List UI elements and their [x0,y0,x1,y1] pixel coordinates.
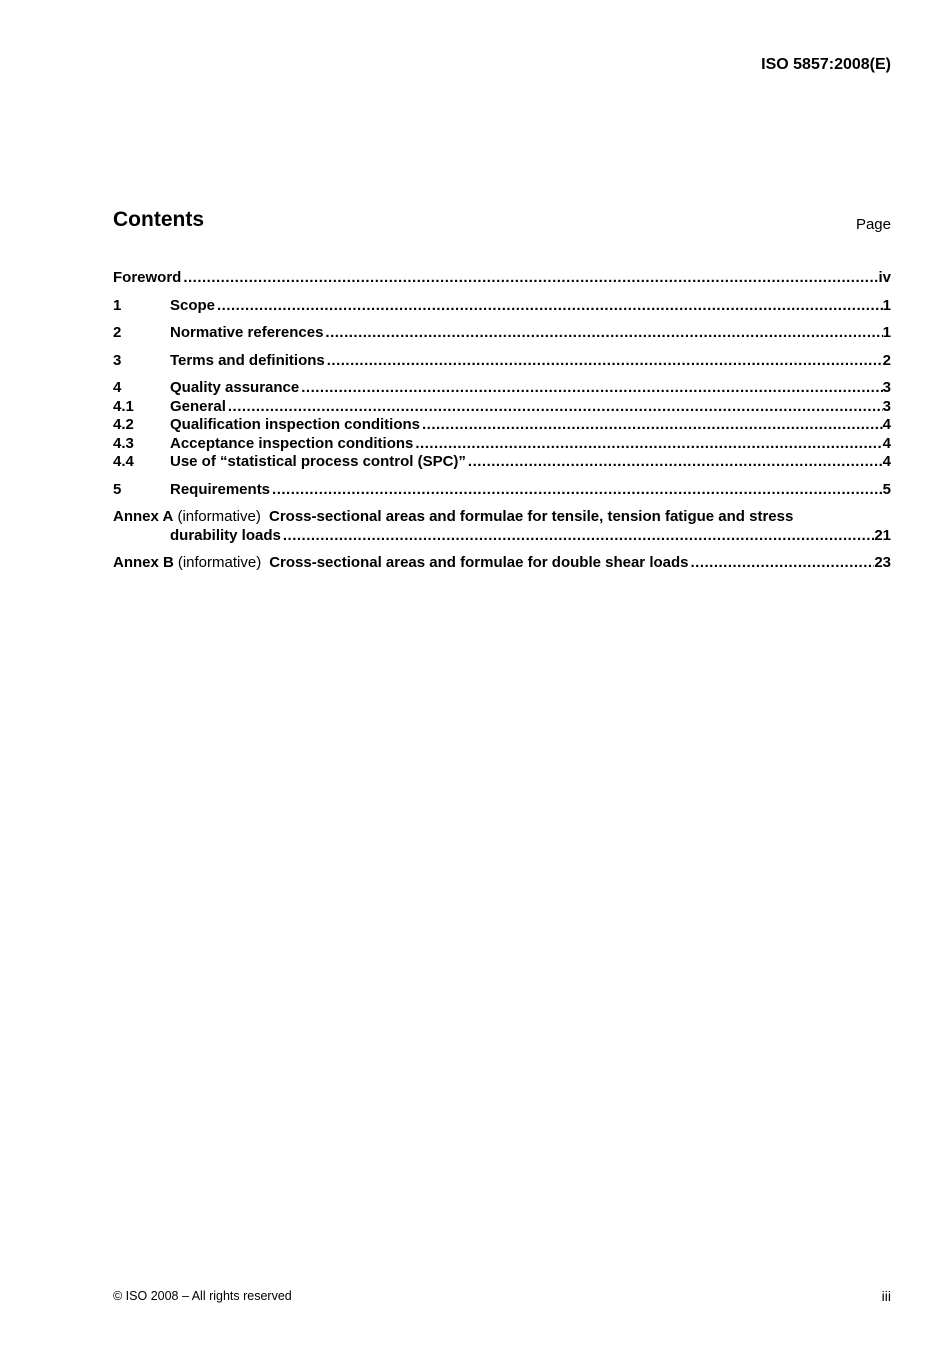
dot-leader [420,416,883,435]
toc-entry-4[interactable] [113,379,891,398]
dot-leader [299,379,882,398]
dot-leader [270,481,883,500]
toc-entry-4-2[interactable] [113,416,891,435]
annex-a-first-line [113,508,891,527]
toc-entry-1[interactable] [113,297,891,316]
toc-entry-page: 4 [882,453,891,470]
toc-entry-title: Qualification inspection conditions [170,416,421,433]
annex-title: Cross-sectional areas and formulae for tensile, tension fatigue and stress [269,508,794,525]
toc-entry-number: 3 [113,351,122,369]
contents-header [113,208,891,238]
toc-entry-page: 3 [882,397,891,415]
dot-leader [466,453,883,472]
annex-label: Annex B [113,554,174,571]
toc-entry-page: 23 [874,554,891,571]
toc-entry-2[interactable] [113,324,891,343]
toc-entry-page: 1 [882,296,891,314]
dot-leader [281,527,874,546]
toc-entry-4-3[interactable] [113,435,891,454]
footer-page-number: iii [881,1288,891,1304]
toc-entry-title: Scope [170,296,216,314]
table-of-contents [113,269,891,573]
dot-leader [215,297,883,316]
toc-entry-number: 5 [113,480,122,498]
toc-entry-number: 4.1 [113,397,134,415]
toc-entry-annex-a[interactable] [113,508,891,545]
toc-entry-page: 3 [882,379,891,396]
toc-entry-4-1[interactable] [113,398,891,417]
contents-title: Contents [113,208,204,231]
toc-entry-number: 4.4 [113,453,134,470]
annex-label: Annex A [113,508,174,525]
annex-type: (informative) [177,508,261,525]
toc-entry-annex-b[interactable] [113,554,891,573]
toc-entry-5[interactable] [113,481,891,500]
annex-type: (informative) [177,554,262,571]
toc-entry-number: 4 [113,379,122,396]
dot-leader [181,269,878,288]
toc-entry-page: 4 [882,434,891,452]
dot-leader [413,435,882,454]
toc-entry-page: 2 [882,351,891,369]
toc-entry-title: Use of “statistical process control (SPC)” [170,453,466,470]
toc-entry-title: Terms and definitions [170,351,325,369]
toc-entry-number: 4.2 [113,416,134,433]
dot-leader [689,554,875,573]
toc-entry-title: Normative references [170,324,324,341]
footer-copyright: © ISO 2008 – All rights reserved [113,1289,292,1303]
annex-title-continued: durability loads [170,526,281,544]
toc-entry-title: Quality assurance [170,379,300,396]
toc-entry-title: General [170,397,226,415]
annex-a-second-line [113,527,891,546]
toc-entry-number: 2 [113,324,122,341]
toc-entry-3[interactable] [113,352,891,371]
toc-entry-title: Acceptance inspection conditions [170,434,414,452]
toc-entry-number: 1 [113,296,122,314]
toc-entry-page: 1 [882,324,891,341]
toc-entry-number: 4.3 [113,434,134,452]
toc-entry-foreword[interactable] [113,269,891,288]
page-column-label: Page [855,216,891,233]
toc-entry-title: Requirements [170,480,271,498]
dot-leader [323,324,882,343]
toc-entry-page: 21 [874,526,891,544]
toc-entry-page: 4 [882,416,891,433]
dot-leader [325,352,883,371]
toc-entry-title: Foreword [113,269,182,286]
toc-entry-4-4[interactable] [113,453,891,472]
toc-entry-page: 5 [882,480,891,498]
dot-leader [226,398,883,417]
annex-title: Cross-sectional areas and formulae for double shear loads [269,554,689,571]
document-id: ISO 5857:2008(E) [761,56,891,73]
toc-entry-page: iv [878,269,891,286]
